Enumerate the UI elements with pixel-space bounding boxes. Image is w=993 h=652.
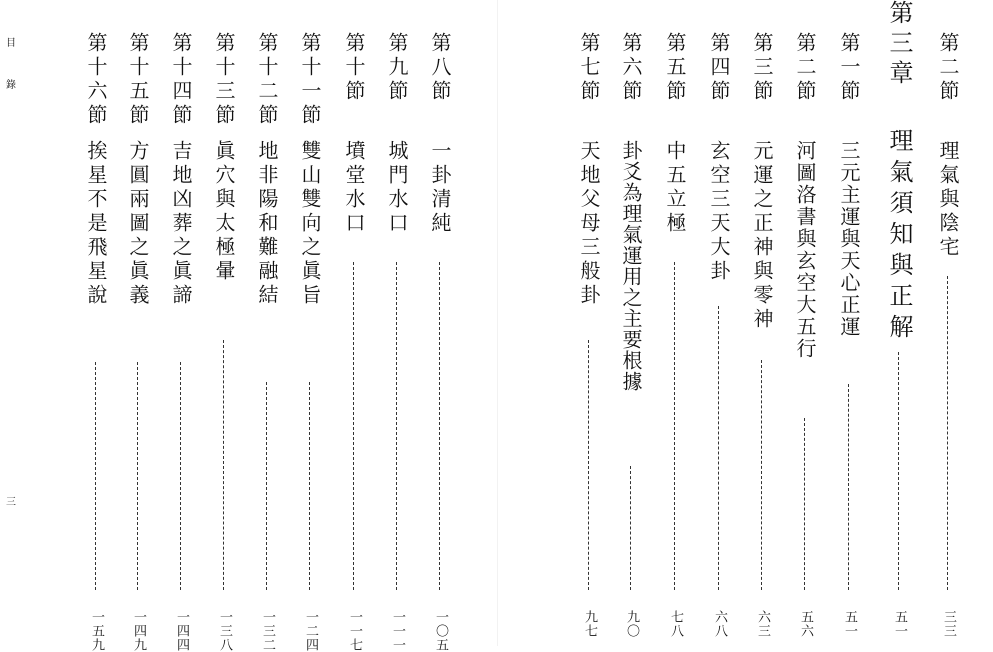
toc-entry-15	[120, 0, 156, 652]
page-ref: 七八	[668, 610, 683, 638]
chapter-title: 理氣須知與正解	[885, 128, 913, 345]
chapter-heading: 第三章	[885, 0, 913, 90]
page-ref: 一〇五	[433, 610, 448, 652]
dotted-leader	[630, 466, 631, 590]
section-title: 方圓兩圖之眞義	[126, 140, 150, 308]
section-heading: 第十三節	[212, 32, 236, 128]
section-heading: 第十五節	[126, 32, 150, 128]
section-heading: 第十二節	[255, 32, 279, 128]
page-ref: 一五九	[89, 610, 104, 652]
section-title: 眞穴與太極暈	[212, 140, 236, 284]
section-title: 墳堂水口	[342, 140, 366, 236]
section-title: 雙山雙向之眞旨	[298, 140, 322, 308]
dotted-leader	[353, 262, 354, 590]
toc-entry-4	[701, 0, 737, 646]
page-ref: 三三	[941, 610, 956, 638]
page-ref: 六三	[755, 610, 770, 638]
section-heading: 第七節	[577, 32, 601, 104]
dotted-leader	[266, 382, 267, 590]
page-ref: 一四四	[174, 610, 189, 652]
section-heading: 第二節	[793, 32, 817, 104]
toc-entry-5	[657, 0, 693, 646]
margin-label-mu: 目	[6, 38, 16, 49]
section-title: 元運之正神與零神	[750, 140, 774, 332]
section-heading: 第八節	[428, 32, 452, 104]
dotted-leader	[137, 362, 138, 590]
page-ref: 一三八	[217, 610, 232, 652]
dotted-leader	[309, 382, 310, 590]
section-title: 玄空三天大卦	[707, 140, 731, 284]
section-heading: 第四節	[707, 32, 731, 104]
section-heading: 第五節	[663, 32, 687, 104]
dotted-leader	[718, 306, 719, 590]
section-title: 卦爻為理氣運用之主要根據	[619, 140, 643, 392]
page-ref: 九〇	[624, 610, 639, 638]
dotted-leader	[396, 262, 397, 590]
section-title: 天地父母三般卦	[577, 140, 601, 308]
section-title: 理氣與陰宅	[936, 140, 960, 260]
page-number: 三	[6, 497, 16, 508]
toc-entry-8	[422, 0, 458, 652]
toc-entry-10	[336, 0, 372, 652]
toc-entry-2	[787, 0, 823, 646]
page-ref: 九七	[582, 610, 597, 638]
section-title: 中五立極	[663, 140, 687, 236]
dotted-leader	[439, 262, 440, 590]
page-ref: 一二四	[303, 610, 318, 652]
dotted-leader	[947, 276, 948, 590]
section-heading: 第十四節	[169, 32, 193, 128]
toc-entry-12	[249, 0, 285, 652]
toc-entry-11	[292, 0, 328, 652]
toc-entry-14	[163, 0, 199, 652]
toc-entry-9	[379, 0, 415, 652]
page-gutter	[497, 0, 498, 646]
section-title: 地非陽和難融結	[255, 140, 279, 308]
section-heading: 第十六節	[84, 32, 108, 128]
dotted-leader	[95, 362, 96, 590]
toc-chapter-3	[879, 0, 919, 646]
section-heading: 第九節	[385, 32, 409, 104]
dotted-leader	[898, 352, 899, 590]
toc-entry-16	[78, 0, 114, 652]
dotted-leader	[761, 360, 762, 590]
page-ref: 五一	[842, 610, 857, 638]
page-ref: 一三二	[260, 610, 275, 652]
section-heading: 第六節	[619, 32, 643, 104]
toc-entry-6	[613, 0, 649, 646]
page-ref: 六八	[712, 610, 727, 638]
page-ref: 一四九	[131, 610, 146, 652]
section-title: 河圖洛書與玄空大五行	[793, 140, 817, 360]
page-ref: 五一	[892, 610, 907, 638]
dotted-leader	[223, 340, 224, 590]
section-heading: 第十節	[342, 32, 366, 104]
dotted-leader	[180, 362, 181, 590]
section-title: 挨星不是飛星說	[84, 140, 108, 308]
toc-entry-1	[831, 0, 867, 646]
toc-entry-7	[571, 0, 607, 646]
section-title: 一卦清純	[428, 140, 452, 236]
section-heading: 第二節	[936, 32, 960, 104]
page-ref: 一一七	[347, 610, 362, 652]
dotted-leader	[804, 418, 805, 590]
page-ref: 一一一	[390, 610, 405, 652]
toc-entry-13	[206, 0, 242, 652]
page-ref: 五六	[798, 610, 813, 638]
toc-entry-3	[744, 0, 780, 646]
margin-label-lu: 錄	[6, 80, 16, 91]
section-title: 吉地凶葬之眞諦	[169, 140, 193, 308]
dotted-leader	[588, 340, 589, 590]
section-heading: 第十一節	[298, 32, 322, 128]
section-heading: 第一節	[837, 32, 861, 104]
toc-entry-part2	[930, 0, 966, 646]
section-title: 城門水口	[385, 140, 409, 236]
section-title: 三元主運與天心正運	[837, 140, 861, 338]
dotted-leader	[674, 262, 675, 590]
section-heading: 第三節	[750, 32, 774, 104]
dotted-leader	[848, 384, 849, 590]
